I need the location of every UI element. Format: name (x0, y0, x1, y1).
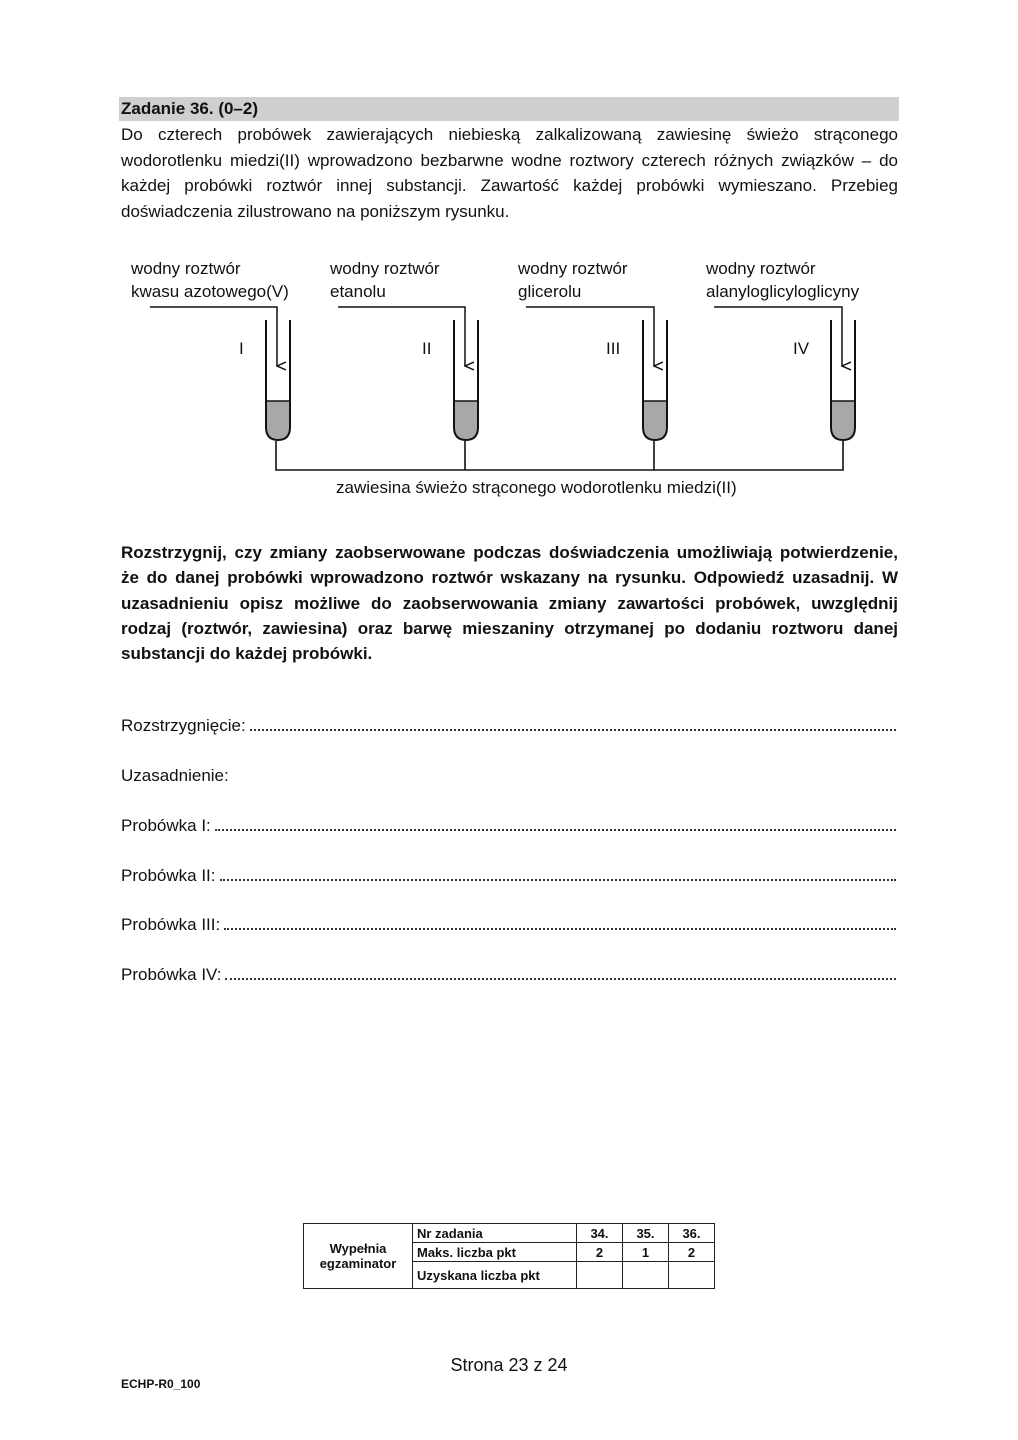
justification-heading (121, 766, 896, 790)
decision-answer-line[interactable] (121, 716, 896, 740)
tube-4-dots (225, 977, 896, 980)
bottom-bracket (276, 441, 843, 470)
page-number: Strona 23 z 24 (450, 1355, 568, 1375)
suspension-label: zawiesina świeżo strąconego wodorotlenku miedzi(II) (336, 478, 737, 497)
tube-4-answer-label: Probówka IV: (121, 965, 222, 984)
max-points-cell: 2 (669, 1243, 715, 1262)
tube-3-liquid (643, 401, 667, 440)
tube-1-label (131, 257, 289, 303)
max-points-cell: 1 (623, 1243, 669, 1262)
exam-code: ECHP-R0_100 (121, 1377, 201, 1391)
tube-3-feed-arrow (526, 307, 654, 366)
tube-3-answer-line[interactable] (121, 915, 896, 939)
tube-1-label-line1: wodny roztwór (131, 259, 241, 278)
tube-4-glass (831, 320, 855, 440)
examiner-line1: Wypełnia (329, 1241, 387, 1256)
tube-2-label (330, 257, 440, 303)
tube-3-label-line2: glicerolu (518, 282, 582, 301)
obtained-points-cell[interactable] (577, 1262, 623, 1289)
tube-3-glass (643, 320, 667, 440)
tube-2-feed-arrow (338, 307, 465, 366)
tube-1-dots (215, 828, 896, 831)
obtained-points-cell[interactable] (623, 1262, 669, 1289)
tube-4-label-line2: alanyloglicyloglicyny (706, 282, 860, 301)
tube-3-numeral: III (606, 339, 621, 358)
tube-4-label-line1: wodny roztwór (706, 259, 816, 278)
score-table (303, 1223, 715, 1289)
tube-2-answer-line[interactable] (121, 866, 896, 890)
task-header (119, 97, 899, 121)
tube-2-answer-label: Probówka II: (121, 866, 216, 885)
tube-1-glass (266, 320, 290, 440)
tube-2-liquid (454, 401, 478, 440)
task-number-cell: 34. (577, 1224, 623, 1243)
max-points-header: Maks. liczba pkt (413, 1243, 577, 1262)
tube-1-numeral: I (239, 339, 244, 358)
task-title: Zadanie 36. (0–2) (121, 99, 259, 118)
justification-label: Uzasadnienie: (121, 766, 229, 785)
examiner-cell (304, 1224, 413, 1289)
decision-dots (250, 728, 896, 731)
obtained-points-cell[interactable] (669, 1262, 715, 1289)
tube-1-answer-line[interactable] (121, 816, 896, 840)
tube-4-numeral: IV (793, 339, 810, 358)
tube-4-answer-line[interactable] (121, 965, 896, 989)
tube-4-liquid (831, 401, 855, 440)
tube-2-label-line2: etanolu (330, 282, 386, 301)
tube-4-feed-arrow (714, 307, 842, 366)
tube-3-dots (224, 927, 896, 930)
task-intro: Do czterech probówek zawierających niebieską zalkalizowaną zawiesinę świeżo strąconego wodorotlenku miedzi(II) wprowadzono bezbarwne wodne roztwory czterech różnych związków – do każdej probówki roztwór innej substancji. Zawartość każdej probówki wymieszano. Przebieg doświadczenia zilustrowano na poniższym rysunku. (121, 125, 898, 221)
task-number-cell: 36. (669, 1224, 715, 1243)
tube-3-label (518, 257, 628, 303)
tube-2-dots (220, 878, 897, 881)
task-instruction: Rozstrzygnij, czy zmiany zaobserwowane podczas doświadczenia umożliwiają potwierdzenie, że do danej probówki wprowadzono roztwór wskazany na rysunku. Odpowiedź uzasadnij. W uzasadnieniu opisz możliwe do zaobserwowania zmiany zawartości probówek, uwzględnij rodzaj (roztwór, zawiesina) oraz barwę mieszaniny otrzymanej po dodaniu roztworu danej substancji do każdej probówki. (121, 543, 898, 664)
max-points-cell: 2 (577, 1243, 623, 1262)
tube-1-feed-arrow (150, 307, 277, 366)
decision-label: Rozstrzygnięcie: (121, 716, 246, 735)
tube-1-answer-label: Probówka I: (121, 816, 211, 835)
tube-1-liquid (266, 401, 290, 440)
tube-2-glass (454, 320, 478, 440)
task-number-header: Nr zadania (413, 1224, 577, 1243)
tube-3-label-line1: wodny roztwór (518, 259, 628, 278)
tube-4-label (706, 257, 859, 303)
tube-2-numeral: II (422, 339, 432, 358)
obtained-points-header: Uzyskana liczba pkt (413, 1262, 577, 1289)
tube-1-label-line2: kwasu azotowego(V) (131, 282, 289, 301)
tube-3-answer-label: Probówka III: (121, 915, 221, 934)
tube-2-label-line1: wodny roztwór (330, 259, 440, 278)
task-number-cell: 35. (623, 1224, 669, 1243)
examiner-line2: egzaminator (319, 1256, 397, 1271)
